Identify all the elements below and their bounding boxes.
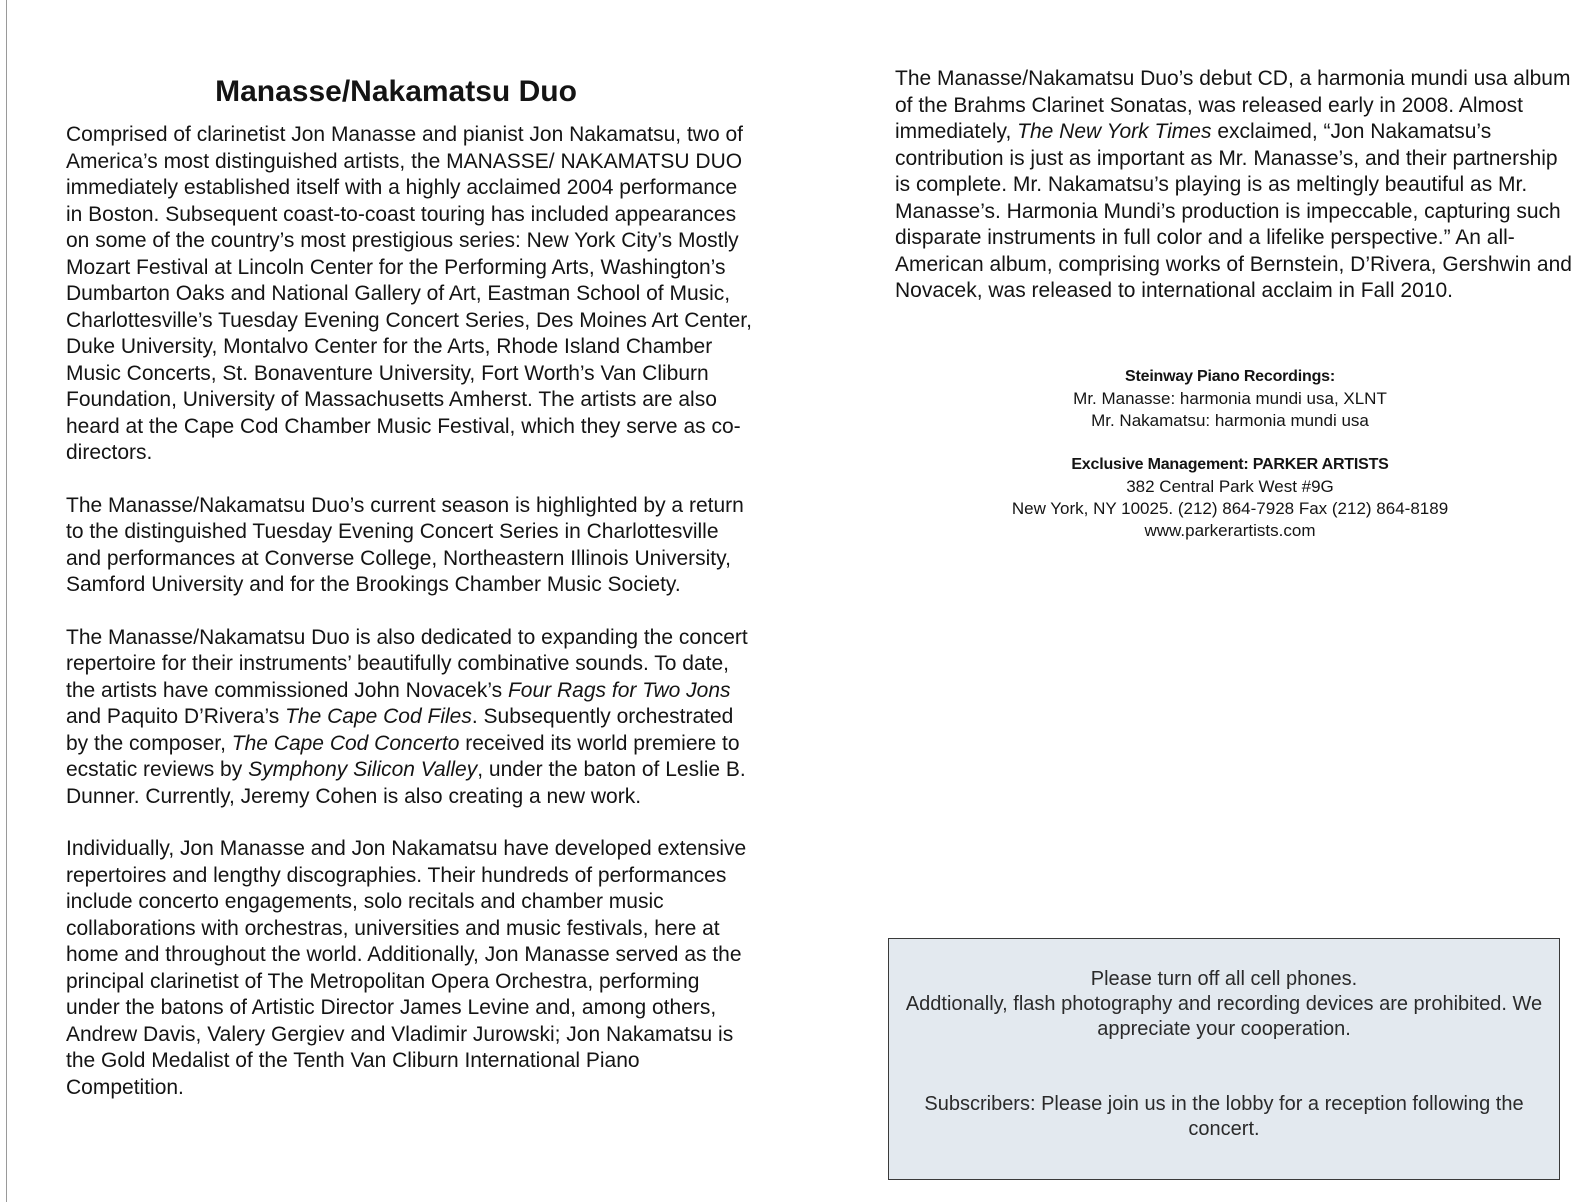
management-website: www.parkerartists.com [1144,521,1316,540]
recordings-line-nakamatsu: Mr. Nakamatsu: harmonia mundi usa [1091,411,1369,430]
credits-section [960,366,1500,564]
work-title: Four Rags for Two Jons [507,678,731,702]
text-segment: and Paquito D’Rivera’s [66,705,286,728]
bio-paragraph-3 [66,625,756,811]
bio-paragraph-4: Individually, Jon Manasse and Jon Nakamatsu have developed extensive repertoires and lengthy discographies. Their hundreds of performances include concerto engagements, solo recitals and chamber music collaborations with orchestras, universities and music festivals, here at home and throughout the world. Additionally, Jon Manasse served as the principal clarinetist of The Metropolitan Opera Orchestra, performing under the batons of Artistic Director James Levine and, among others, Andrew Davis, Valery Gergiev and Vladimir Jurowski; Jon Nakamatsu is the Gold Medalist of the Tenth Van Cliburn International Piano Competition. [66,837,747,1099]
publication-title: The New York Times [1017,120,1212,143]
text-segment: The Manasse/Nakamatsu Duo is also dedicated to expanding the concert repertoire for their instruments’ beautifully combinative sounds. To date, the artists have commissioned John Novacek’s [66,625,748,702]
discography-paragraph [895,66,1575,305]
notice-photography: Addtionally, flash photography and recording devices are prohibited. We appreciate your cooperation. [905,993,1543,1040]
page-title: Manasse/Nakamatsu Duo [215,75,577,108]
notice-text-1 [889,967,1559,1042]
text-segment: The Manasse/Nakamatsu Duo’s debut CD, a harmonia mundi usa album of the Brahms Clarinet Sonatas, was released early in 2008. Almost immediately, [895,67,1571,143]
bio-paragraph-1: Comprised of clarinetist Jon Manasse and pianist Jon Nakamatsu, two of America’s most distinguished artists, the MANASSE/ NAKAMATSU DUO immediately established itself with a highly acclaimed 2004 performance in Boston. Subsequent coast-to-coast touring has included appearances on some of the country’s most prestigious series: New York City’s Mostly Mozart Festival at Lincoln Center for the Performing Arts, Washington’s Dumbarton Oaks and National Gallery of Art, Eastman School of Music, Charlottesville’s Tuesday Evening Concert Series, Des Moines Art Center, Duke University, Montalvo Center for the Arts, Rhode Island Chamber Music Concerts, St. Bonaventure University, Fort Worth’s Van Cliburn Foundation, University of Massachusetts Amherst. The artists are also heard at the Cape Cod Chamber Music Festival, which they serve as co-directors. [66,123,752,464]
audience-notice-box [888,938,1560,1180]
recordings-line-manasse: Mr. Manasse: harmonia mundi usa, XLNT [1073,389,1387,408]
left-column [66,74,756,1127]
text-segment: received its world premiere to ecstatic reviews by [66,731,740,781]
text-segment: . Subsequently orchestrated by the composer, [66,705,734,755]
right-column [895,66,1575,305]
work-title: The Cape Cod Concerto [231,731,460,755]
page-fold-edge [6,0,7,1202]
work-title: The Cape Cod Files [285,705,472,728]
orchestra-name: Symphony Silicon Valley [248,758,478,781]
management-heading: Exclusive Management: PARKER ARTISTS [1071,456,1389,473]
bio-paragraph-2: The Manasse/Nakamatsu Duo’s current season is highlighted by a return to the distinguished Tuesday Evening Concert Series in Charlottesville and performances at Converse College, Northeastern Illinois University, Samford University and for the Brookings Chamber Music Society. [66,493,744,596]
management-city-phone: New York, NY 10025. (212) 864-7928 Fax (212) 864-8189 [1011,499,1449,518]
notice-text-2: Subscribers: Please join us in the lobby for a reception following the concert. [924,1093,1524,1140]
management-block [960,454,1500,542]
management-address: 382 Central Park West #9G [1126,477,1334,496]
text-segment: exclaimed, “Jon Nakamatsu’s contribution is just as important as Mr. Manasse’s, and their partnership is complete. Mr. Nakamatsu’s playing is as meltingly beautiful as Mr. Manasse’s. Harmonia Mundi’s production is impeccable, capturing such disparate instruments in full color and a lifelike perspective.” An all-American album, comprising works of Bernstein, D’Rivera, Gershwin and Novacek, was released to international acclaim in Fall 2010. [895,120,1572,302]
notice-cell-phones: Please turn off all cell phones. [1090,968,1358,990]
recordings-heading: Steinway Piano Recordings: [1125,368,1335,385]
recordings-block [960,366,1500,432]
text-segment: , under the baton of Leslie B. Dunner. Currently, Jeremy Cohen is also creating a new work. [66,758,746,808]
